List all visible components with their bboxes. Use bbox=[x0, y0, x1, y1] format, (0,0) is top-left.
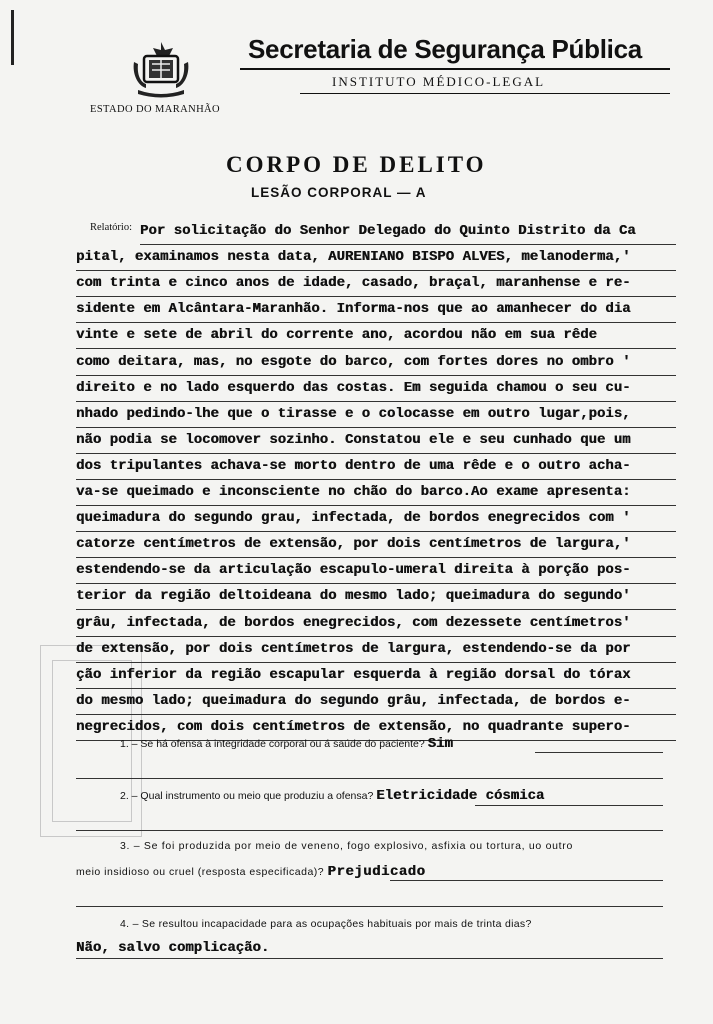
institute-name: INSTITUTO MÉDICO-LEGAL bbox=[332, 74, 546, 89]
secretariat-title: Secretaria de Segurança Pública bbox=[248, 34, 642, 64]
report-line: sidente em Alcântara-Maranhão. Informa-nos que ao amanhecer do dia bbox=[76, 296, 676, 323]
answer-1-line bbox=[535, 752, 663, 753]
answer-4-line bbox=[76, 958, 663, 959]
header-rule-top bbox=[240, 68, 670, 70]
blank-line-1 bbox=[76, 778, 663, 779]
header-rule-bottom bbox=[300, 93, 670, 94]
answer-2: Eletricidade cósmica bbox=[376, 788, 545, 804]
answer-3: Prejudicado bbox=[327, 864, 426, 880]
answer-3-line bbox=[390, 880, 663, 881]
report-line: como deitara, mas, no esgote do barco, com fortes dores no ombro ' bbox=[76, 349, 676, 376]
question-3-text2: meio insidioso ou cruel (resposta especificada)? bbox=[76, 866, 325, 878]
answer-4-row bbox=[76, 940, 269, 956]
report-line: pital, examinamos nesta data, AURENIANO BISPO ALVES, melanoderma,' bbox=[76, 244, 676, 271]
report-line: dos tripulantes achava-se morto dentro de uma rêde e o outro acha- bbox=[76, 453, 676, 480]
question-4 bbox=[120, 918, 532, 930]
report-line: va-se queimado e inconsciente no chão do barco.Ao exame apresenta: bbox=[76, 479, 676, 506]
report-line: do mesmo lado; queimadura do segundo grâu, infectada, de bordos e- bbox=[76, 688, 676, 715]
blank-line-2 bbox=[76, 830, 663, 831]
question-3 bbox=[120, 840, 573, 852]
report-line: de extensão, por dois centímetros de largura, estendendo-se da por bbox=[76, 636, 676, 663]
report-line: com trinta e cinco anos de idade, casado, braçal, maranhense e re- bbox=[76, 270, 676, 297]
report-line: direito e no lado esquerdo das costas. Em seguida chamou o seu cu- bbox=[76, 375, 676, 402]
report-line: queimadura do segundo grau, infectada, de bordos enegrecidos com ' bbox=[76, 505, 676, 532]
margin-mark bbox=[11, 10, 14, 65]
report-line: terior da região deltoideana do mesmo lado; queimadura do segundo' bbox=[76, 583, 676, 610]
report-line: vinte e sete de abril do corrente ano, acordou não em sua rêde bbox=[76, 322, 676, 349]
question-1 bbox=[120, 736, 453, 752]
report-line: catorze centímetros de extensão, por dois centímetros de largura,' bbox=[76, 531, 676, 558]
question-2 bbox=[120, 788, 544, 804]
coat-of-arms-icon bbox=[130, 40, 192, 98]
report-line: não podia se locomover sozinho. Constatou ele e seu cunhado que um bbox=[76, 427, 676, 454]
report-line: negrecidos, com dois centímetros de extensão, no quadrante supero- bbox=[76, 714, 676, 741]
answer-1: Sim bbox=[427, 736, 453, 752]
report-label: Relatório: bbox=[90, 222, 132, 233]
answer-2-line bbox=[475, 805, 663, 806]
question-3-cont bbox=[76, 864, 425, 880]
report-line: Por solicitação do Senhor Delegado do Quinto Distrito da Ca bbox=[140, 218, 676, 245]
report-line: nhado pedindo-lhe que o tirasse e o colocasse em outro lugar,pois, bbox=[76, 401, 676, 428]
question-3-text: 3. – Se foi produzida por meio de veneno, fogo explosivo, asfixia ou tortura, uo outro bbox=[120, 840, 574, 852]
form-subtitle: LESÃO CORPORAL — A bbox=[251, 185, 427, 200]
question-2-text: 2. – Qual instrumento ou meio que produziu a ofensa? bbox=[120, 790, 374, 802]
blank-line-3 bbox=[76, 906, 663, 907]
report-line: grâu, infectada, de bordos enegrecidos, com dezessete centímetros' bbox=[76, 610, 676, 637]
report-line: estendendo-se da articulação escapulo-umeral direita à porção pos- bbox=[76, 557, 676, 584]
form-title: CORPO DE DELITO bbox=[226, 152, 487, 177]
answer-4: Não, salvo complicação. bbox=[76, 940, 270, 956]
report-line: ção inferior da região escapular esquerda à região dorsal do tórax bbox=[76, 662, 676, 689]
question-1-text: 1. – Se há ofensa à integridade corporal ou á saúde do paciente? bbox=[120, 738, 425, 750]
question-4-text: 4. – Se resultou incapacidade para as ocupações habituais por mais de trinta dias? bbox=[120, 918, 532, 930]
state-name: ESTADO DO MARANHÃO bbox=[90, 104, 221, 115]
